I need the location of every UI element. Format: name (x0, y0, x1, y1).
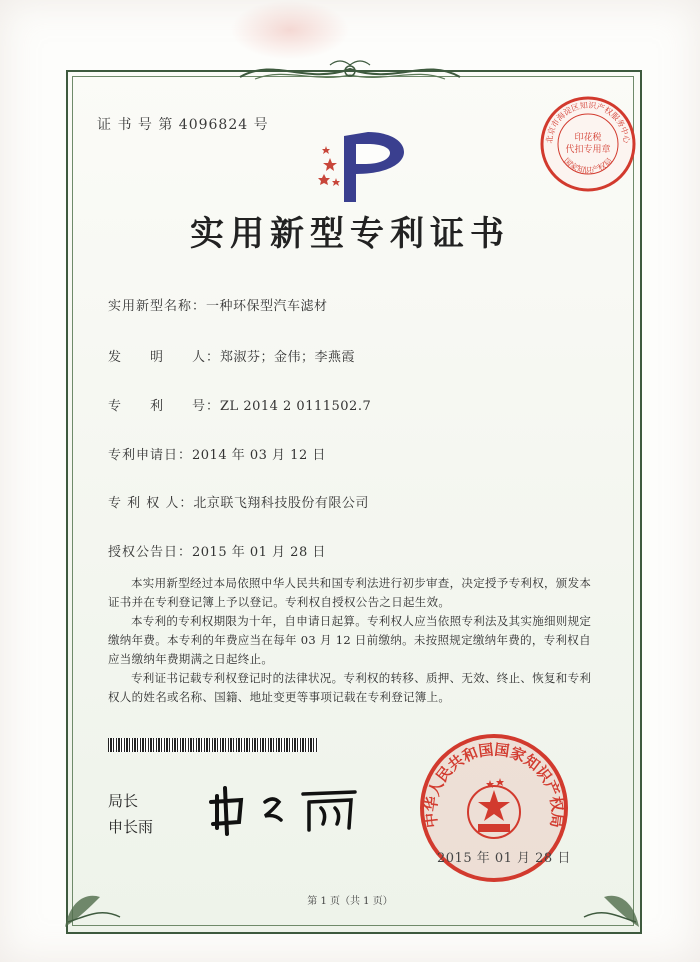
field-value: 郑淑芬；金伟；李燕霞 (220, 350, 356, 365)
field-application-date (108, 444, 326, 463)
handwritten-signature-icon (205, 778, 365, 838)
tax-stamp (538, 94, 638, 194)
field-inventors (108, 346, 355, 365)
field-patent-number (108, 395, 371, 414)
field-utility-model-name (108, 295, 328, 314)
field-label: 专 利 号： (108, 399, 221, 414)
stamp-ring-text: 北京市海淀区知识产权服务中心 (544, 100, 632, 144)
certificate-body (108, 574, 598, 707)
field-label: 专利申请日： (108, 448, 193, 463)
seal-ring-text: 中华人民共和国国家知识产权局 (421, 740, 567, 829)
field-value: 2015 年 01 月 28 日 (192, 545, 326, 560)
patent-office-logo-icon (316, 128, 411, 208)
field-value: 2014 年 03 月 12 日 (192, 448, 326, 463)
director-title: 局长 (108, 792, 139, 810)
barcode (108, 738, 318, 752)
stamp-center-line-1: 印花税 (574, 133, 602, 143)
paper-stain (230, 0, 350, 60)
stamp-center-line-2: 代扣专用章 (565, 145, 611, 155)
field-label: 发 明 人： (108, 350, 221, 365)
body-paragraph: 本实用新型经过本局依照中华人民共和国专利法进行初步审查，决定授予专利权，颁发本证书并在专利登记簿上予以登记。专利权自授权公告之日起生效。 (108, 576, 592, 609)
field-grant-date (108, 541, 326, 560)
field-label: 实用新型名称： (108, 299, 207, 314)
seal-date: 2015 年 01 月 28 日 (437, 851, 571, 866)
field-value: 一种环保型汽车滤材 (206, 299, 328, 314)
body-paragraph: 专利证书记载专利权登记时的法律状况。专利权的转移、质押、无效、终止、恢复和专利权人的姓名或名称、国籍、地址变更等事项记载在专利登记簿上。 (108, 671, 592, 704)
director-name: 申长雨 (108, 818, 154, 836)
certificate-title: 实用新型专利证书 (190, 214, 510, 254)
field-label: 授权公告日： (108, 545, 193, 560)
page-number: 第 1 页（共 1 页） (307, 896, 393, 907)
field-value: ZL 2014 2 0111502.7 (220, 399, 372, 414)
body-paragraph: 本专利的专利权期限为十年，自申请日起算。专利权人应当依照专利法及其实施细则规定缴纳年费。本专利的年费应当在每年 03 月 12 日前缴纳。未按照规定缴纳年费的，专利权自应当缴纳年费期满之日起终止。 (108, 614, 592, 666)
field-patentee (108, 492, 369, 511)
field-value: 北京联飞翔科技股份有限公司 (193, 496, 369, 511)
stamp-ring-icon (538, 94, 638, 194)
top-ornament-icon (235, 55, 465, 89)
field-label: 专 利 权 人： (108, 496, 194, 511)
stamp-bottom-text: 国家知识产权局 (561, 156, 615, 175)
certificate-number: 证 书 号 第 4096824 号 (97, 117, 269, 133)
